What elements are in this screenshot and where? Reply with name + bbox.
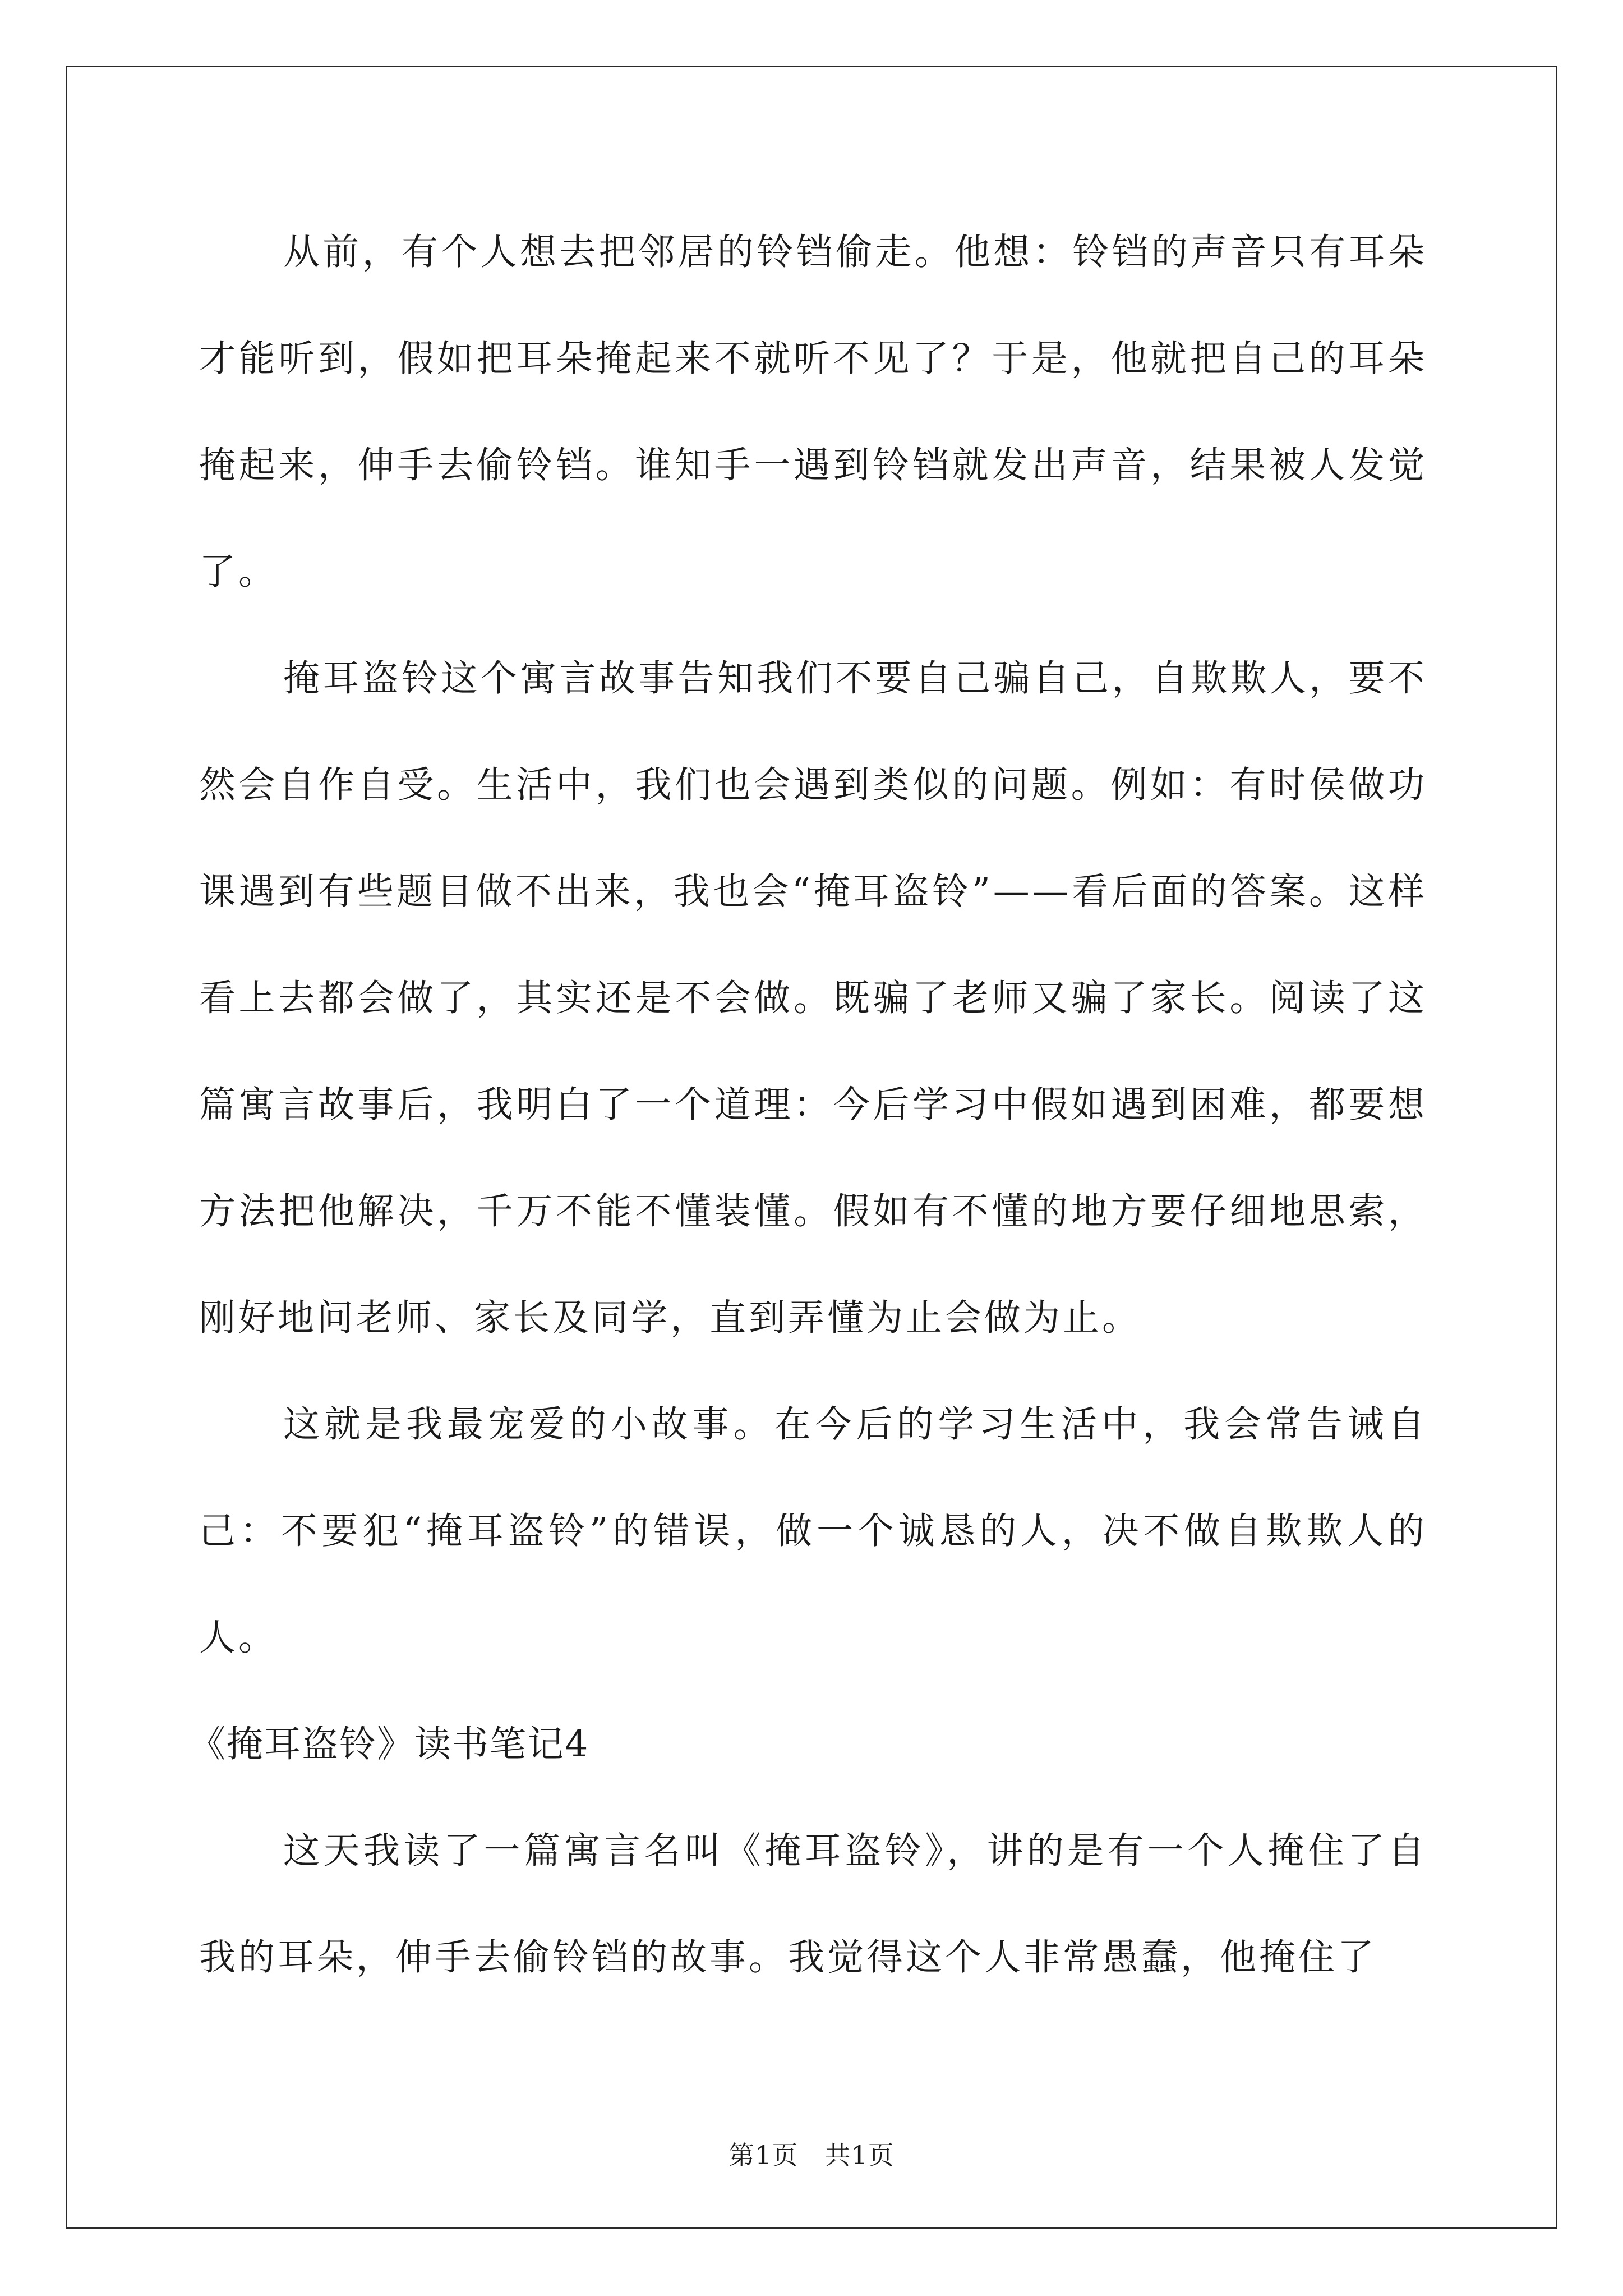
paragraph-lesson: 掩耳盗铃这个寓言故事告知我们不要自己骗自己，自欺欺人，要不然会自作自受。生活中，我们也会遇到类似的问题。例如：有时侯做功课遇到有些题目做不出来，我也会“掩耳盗铃”——看后面的答案。这样看上去都会做了，其实还是不会做。既骗了老师又骗了家长。阅读了这篇寓言故事后，我明白了一个道理：今后学习中假如遇到困难，都要想方法把他解决，千万不能不懂装懂。假如有不懂的地方要仔细地思索，刚好地问老师、家长及同学，直到弄懂为止会做为止。: [199, 657, 1427, 1339]
paragraph-conclusion: 这就是我最宠爱的小故事。在今后的学习生活中，我会常告诫自己：不要犯“掩耳盗铃”的错误，做一个诚恳的人，决不做自欺欺人的人。: [199, 1404, 1427, 1659]
section-heading: 《掩耳盗铃》读书笔记4: [189, 1723, 589, 1765]
paragraph-story: 从前，有个人想去把邻居的铃铛偷走。他想：铃铛的声音只有耳朵才能听到，假如把耳朵掩起来不就听不见了？于是，他就把自己的耳朵掩起来，伸手去偷铃铛。谁知手一遇到铃铛就发出声音，结果被人发觉了。: [199, 231, 1427, 593]
page-footer: [0, 2135, 1623, 2172]
paragraph-note-4: 这天我读了一篇寓言名叫《掩耳盗铃》，讲的是有一个人掩住了自我的耳朵，伸手去偷铃铛的故事。我觉得这个人非常愚蠢，他掩住了: [199, 1830, 1427, 1978]
page-number: 第1页 共1页: [728, 2140, 895, 2170]
document-body: [189, 199, 1427, 2011]
